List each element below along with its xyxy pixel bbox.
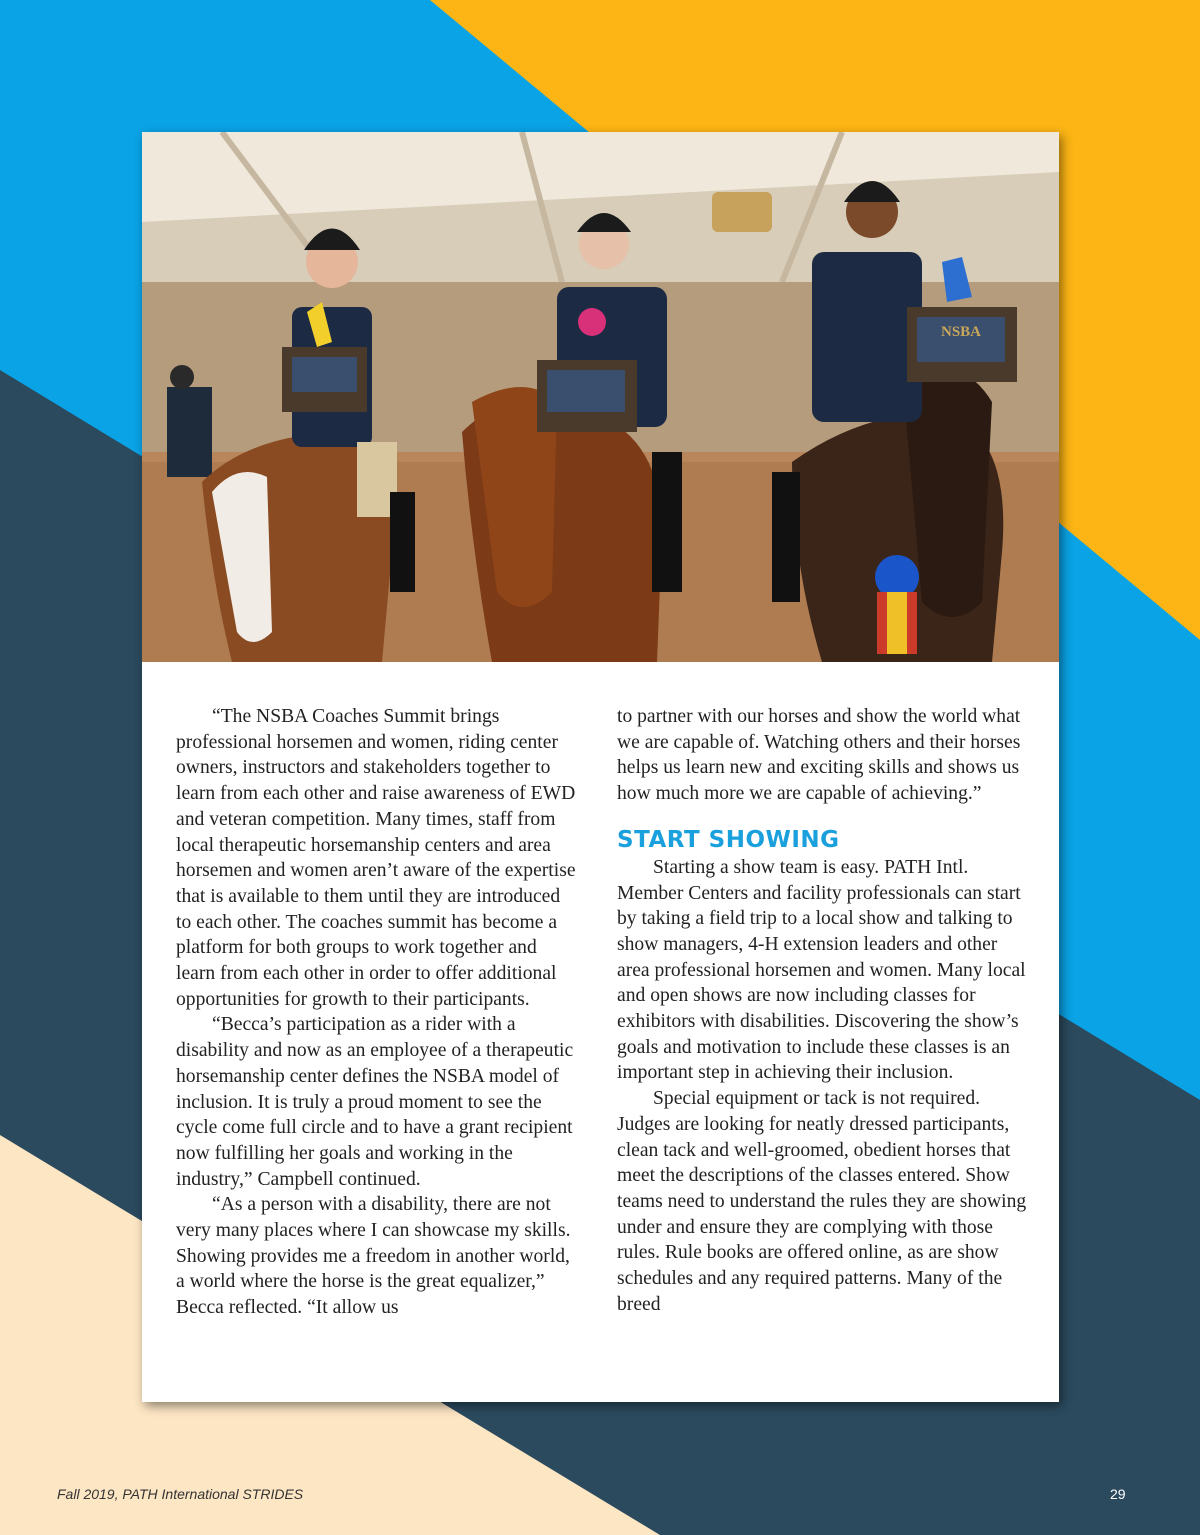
paragraph: “The NSBA Coaches Summit brings professional horsemen and women, riding center owners, instructors and stakeholders together to learn from each other and raise awareness of EWD and veteran competition. Many times, staff from local therapeutic horsemanship centers and area horsemen and women aren’t aware of the expertise that is available to them until they are introduced to each other. The coaches summit has become a platform for both groups to work together and learn from each other in order to offer additional opportunities for growth to their participants.: [176, 706, 576, 1010]
paragraph: Starting a show team is easy. PATH Intl. Member Centers and facility professionals can start by taking a field trip to a local show and talking to show managers, 4-H extension leaders and other area professional horsemen and women. Many local and open shows are now including classes for exhibitors with disabilities. Discovering the show’s goals and motivation to include these classes is an important step in achieving their inclusion.: [617, 856, 1026, 1084]
article-column-right: [617, 704, 1027, 1317]
paragraph-continuation: to partner with our horses and show the world what we are capable of. Watching others and their horses helps us learn new and exciting skills and shows us how much more we are capable of achieving.”: [617, 706, 1021, 805]
article-column-left: [176, 704, 578, 1321]
paragraph: Special equipment or tack is not required. Judges are looking for neatly dressed participants, clean tack and well-groomed, obedient horses that meet the descriptions of the classes entered. Show teams need to understand the rules they are showing under and ensure they are complying with those rules. Rule books are offered online, as are show schedules and any required patterns. Many of the breed: [617, 1088, 1027, 1315]
footer-publication: Fall 2019, PATH International STRIDES: [57, 1486, 304, 1502]
section-heading: START SHOWING: [617, 826, 840, 853]
article-card: [142, 132, 1059, 1402]
page-number: 29: [1110, 1486, 1126, 1502]
paragraph: “As a person with a disability, there are not very many places where I can showcase my skills. Showing provides me a freedom in another world, a world where the horse is the great equalizer,” Becca reflected. “It allow us: [176, 1194, 571, 1319]
riders-photo: [142, 132, 1059, 662]
paragraph: “Becca’s participation as a rider with a disability and now as an employee of a therapeutic horsemanship center defines the NSBA model of inclusion. It is truly a proud moment to see the cycle come full circle and to have a grant recipient now fulfilling her goals and working in the industry,” Campbell continued.: [176, 1014, 574, 1190]
trophy-plaque-label: NSBA: [940, 324, 982, 340]
